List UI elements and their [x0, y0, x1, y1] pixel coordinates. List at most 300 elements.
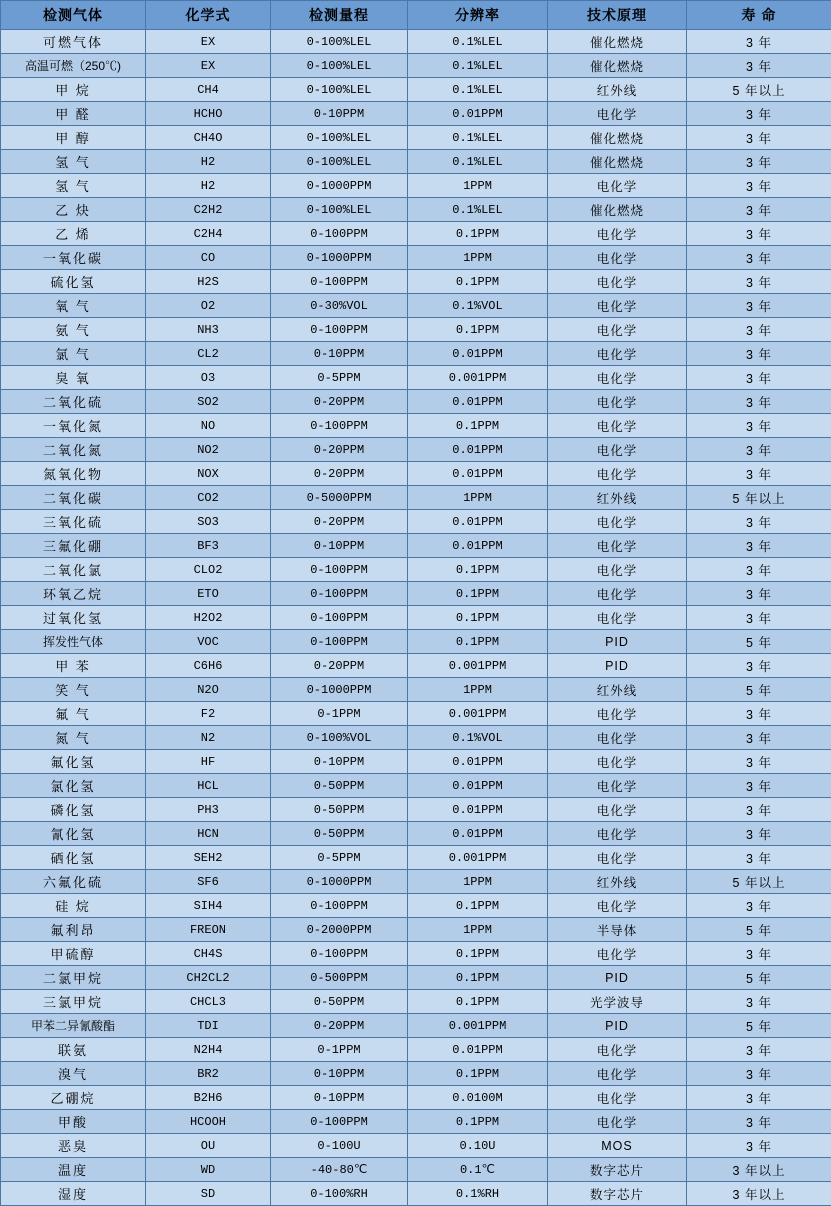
cell-formula: BR2: [146, 1062, 271, 1086]
table-row: [1, 726, 831, 750]
cell-life: 3 年: [687, 366, 831, 390]
table-row: [1, 102, 831, 126]
cell-life: 3 年: [687, 246, 831, 270]
cell-res: 0.01PPM: [408, 438, 548, 462]
column-header-formula: 化学式: [146, 1, 271, 30]
cell-res: 0.1PPM: [408, 630, 548, 654]
table-row: [1, 1158, 831, 1182]
cell-life: 3 年: [687, 54, 831, 78]
table-row: [1, 1038, 831, 1062]
table-row: [1, 486, 831, 510]
cell-life: 3 年: [687, 30, 831, 54]
cell-name: 温度: [1, 1158, 146, 1182]
cell-principle: 催化燃烧: [548, 54, 687, 78]
cell-range: 0-5PPM: [271, 366, 408, 390]
cell-principle: 催化燃烧: [548, 150, 687, 174]
table-header-row: [1, 1, 831, 30]
cell-range: 0-100%VOL: [271, 726, 408, 750]
cell-principle: 电化学: [548, 726, 687, 750]
table-row: [1, 894, 831, 918]
cell-principle: PID: [548, 654, 687, 678]
cell-life: 3 年: [687, 438, 831, 462]
cell-life: 5 年: [687, 966, 831, 990]
cell-name: 一氧化氮: [1, 414, 146, 438]
cell-formula: ETO: [146, 582, 271, 606]
cell-res: 0.0100M: [408, 1086, 548, 1110]
cell-life: 3 年: [687, 462, 831, 486]
cell-name: 氮氧化物: [1, 462, 146, 486]
cell-life: 3 年: [687, 1134, 831, 1158]
cell-range: 0-10PPM: [271, 102, 408, 126]
cell-formula: N2: [146, 726, 271, 750]
cell-range: -40-80℃: [271, 1158, 408, 1182]
cell-principle: 电化学: [548, 174, 687, 198]
table-row: [1, 1062, 831, 1086]
cell-formula: CH4O: [146, 126, 271, 150]
cell-life: 3 年: [687, 774, 831, 798]
cell-life: 5 年以上: [687, 486, 831, 510]
cell-formula: CO: [146, 246, 271, 270]
cell-name: 联氨: [1, 1038, 146, 1062]
cell-range: 0-100U: [271, 1134, 408, 1158]
table-row: [1, 294, 831, 318]
cell-principle: 电化学: [548, 342, 687, 366]
cell-life: 3 年: [687, 342, 831, 366]
cell-res: 1PPM: [408, 918, 548, 942]
cell-res: 0.1PPM: [408, 414, 548, 438]
cell-res: 0.01PPM: [408, 750, 548, 774]
cell-range: 0-100%LEL: [271, 198, 408, 222]
cell-life: 5 年以上: [687, 78, 831, 102]
cell-formula: N2O: [146, 678, 271, 702]
cell-name: 甲酸: [1, 1110, 146, 1134]
cell-res: 0.01PPM: [408, 342, 548, 366]
table-row: [1, 1086, 831, 1110]
cell-principle: PID: [548, 630, 687, 654]
cell-principle: 红外线: [548, 486, 687, 510]
table-row: [1, 54, 831, 78]
cell-name: 二氧化氮: [1, 438, 146, 462]
table-row: [1, 630, 831, 654]
cell-formula: H2: [146, 174, 271, 198]
cell-name: 氨 气: [1, 318, 146, 342]
cell-formula: SD: [146, 1182, 271, 1206]
cell-name: 甲硫醇: [1, 942, 146, 966]
table-row: [1, 390, 831, 414]
cell-principle: 电化学: [548, 750, 687, 774]
cell-range: 0-100%LEL: [271, 30, 408, 54]
cell-life: 5 年: [687, 918, 831, 942]
cell-res: 0.1PPM: [408, 606, 548, 630]
cell-life: 5 年以上: [687, 870, 831, 894]
cell-formula: N2H4: [146, 1038, 271, 1062]
cell-res: 0.1PPM: [408, 558, 548, 582]
cell-range: 0-1000PPM: [271, 870, 408, 894]
table-row: [1, 1182, 831, 1206]
table-row: [1, 366, 831, 390]
cell-name: 挥发性气体: [1, 630, 146, 654]
cell-name: 六氟化硫: [1, 870, 146, 894]
cell-res: 0.1%LEL: [408, 54, 548, 78]
cell-formula: FREON: [146, 918, 271, 942]
cell-principle: 电化学: [548, 774, 687, 798]
cell-formula: C2H2: [146, 198, 271, 222]
cell-range: 0-10PPM: [271, 1086, 408, 1110]
table-row: [1, 510, 831, 534]
table-row: [1, 918, 831, 942]
cell-principle: 催化燃烧: [548, 126, 687, 150]
cell-principle: 电化学: [548, 294, 687, 318]
cell-res: 0.1%LEL: [408, 30, 548, 54]
cell-res: 0.1PPM: [408, 318, 548, 342]
table-row: [1, 750, 831, 774]
cell-name: 三氧化硫: [1, 510, 146, 534]
table-row: [1, 198, 831, 222]
cell-formula: TDI: [146, 1014, 271, 1038]
cell-principle: 电化学: [548, 702, 687, 726]
cell-principle: 电化学: [548, 846, 687, 870]
cell-formula: CLO2: [146, 558, 271, 582]
cell-principle: 电化学: [548, 942, 687, 966]
cell-res: 0.1%LEL: [408, 150, 548, 174]
cell-range: 0-50PPM: [271, 822, 408, 846]
cell-formula: C6H6: [146, 654, 271, 678]
cell-res: 1PPM: [408, 246, 548, 270]
cell-res: 0.1%LEL: [408, 78, 548, 102]
cell-name: 甲 苯: [1, 654, 146, 678]
cell-life: 3 年: [687, 534, 831, 558]
table-row: [1, 774, 831, 798]
table-row: [1, 462, 831, 486]
cell-principle: PID: [548, 966, 687, 990]
cell-res: 1PPM: [408, 870, 548, 894]
table-row: [1, 678, 831, 702]
cell-life: 3 年: [687, 198, 831, 222]
cell-name: 臭 氧: [1, 366, 146, 390]
table-row: [1, 654, 831, 678]
cell-principle: MOS: [548, 1134, 687, 1158]
cell-range: 0-100PPM: [271, 894, 408, 918]
cell-life: 3 年: [687, 126, 831, 150]
cell-life: 3 年: [687, 102, 831, 126]
table-row: [1, 78, 831, 102]
cell-principle: 红外线: [548, 870, 687, 894]
cell-formula: H2O2: [146, 606, 271, 630]
cell-name: 乙 烯: [1, 222, 146, 246]
cell-life: 3 年: [687, 390, 831, 414]
cell-range: 0-100%LEL: [271, 78, 408, 102]
cell-formula: H2S: [146, 270, 271, 294]
table-row: [1, 126, 831, 150]
cell-name: 二氧化硫: [1, 390, 146, 414]
cell-name: 氟化氢: [1, 750, 146, 774]
cell-range: 0-100PPM: [271, 1110, 408, 1134]
cell-principle: 红外线: [548, 678, 687, 702]
cell-name: 乙 炔: [1, 198, 146, 222]
cell-life: 3 年: [687, 606, 831, 630]
cell-name: 二氧化氯: [1, 558, 146, 582]
cell-res: 0.1%VOL: [408, 294, 548, 318]
cell-res: 0.1PPM: [408, 894, 548, 918]
cell-range: 0-10PPM: [271, 534, 408, 558]
cell-formula: WD: [146, 1158, 271, 1182]
cell-name: 一氧化碳: [1, 246, 146, 270]
cell-formula: HCN: [146, 822, 271, 846]
cell-principle: 电化学: [548, 438, 687, 462]
table-body: [1, 30, 831, 1206]
cell-life: 3 年: [687, 750, 831, 774]
table-row: [1, 966, 831, 990]
cell-res: 0.001PPM: [408, 1014, 548, 1038]
cell-principle: 电化学: [548, 222, 687, 246]
cell-principle: 电化学: [548, 558, 687, 582]
cell-life: 3 年: [687, 654, 831, 678]
cell-range: 0-100PPM: [271, 630, 408, 654]
cell-res: 0.1PPM: [408, 990, 548, 1014]
cell-principle: 数字芯片: [548, 1182, 687, 1206]
cell-range: 0-100PPM: [271, 558, 408, 582]
column-header-life: 寿 命: [687, 1, 831, 30]
cell-range: 0-20PPM: [271, 510, 408, 534]
cell-range: 0-100%LEL: [271, 150, 408, 174]
cell-formula: OU: [146, 1134, 271, 1158]
cell-formula: NH3: [146, 318, 271, 342]
cell-res: 0.10U: [408, 1134, 548, 1158]
table-row: [1, 606, 831, 630]
cell-life: 3 年: [687, 990, 831, 1014]
cell-principle: 电化学: [548, 462, 687, 486]
table-row: [1, 150, 831, 174]
cell-life: 3 年: [687, 798, 831, 822]
cell-formula: CL2: [146, 342, 271, 366]
cell-life: 3 年: [687, 318, 831, 342]
cell-range: 0-30%VOL: [271, 294, 408, 318]
cell-formula: EX: [146, 54, 271, 78]
cell-life: 5 年: [687, 1014, 831, 1038]
cell-name: 高温可燃（250℃): [1, 54, 146, 78]
table-row: [1, 534, 831, 558]
cell-res: 0.1PPM: [408, 942, 548, 966]
cell-name: 氢 气: [1, 150, 146, 174]
cell-life: 3 年以上: [687, 1182, 831, 1206]
cell-range: 0-1PPM: [271, 1038, 408, 1062]
cell-res: 0.01PPM: [408, 798, 548, 822]
cell-res: 0.001PPM: [408, 702, 548, 726]
cell-formula: SO2: [146, 390, 271, 414]
cell-principle: 电化学: [548, 270, 687, 294]
column-header-principle: 技术原理: [548, 1, 687, 30]
cell-name: 可燃气体: [1, 30, 146, 54]
cell-name: 三氯甲烷: [1, 990, 146, 1014]
cell-principle: 电化学: [548, 366, 687, 390]
cell-res: 0.01PPM: [408, 510, 548, 534]
cell-range: 0-20PPM: [271, 438, 408, 462]
cell-name: 环氧乙烷: [1, 582, 146, 606]
cell-principle: 数字芯片: [548, 1158, 687, 1182]
cell-principle: 催化燃烧: [548, 30, 687, 54]
table-row: [1, 702, 831, 726]
cell-range: 0-20PPM: [271, 390, 408, 414]
cell-formula: O3: [146, 366, 271, 390]
cell-range: 0-20PPM: [271, 462, 408, 486]
cell-life: 3 年: [687, 582, 831, 606]
cell-formula: HCOOH: [146, 1110, 271, 1134]
cell-range: 0-1000PPM: [271, 174, 408, 198]
cell-range: 0-100PPM: [271, 606, 408, 630]
cell-name: 氢 气: [1, 174, 146, 198]
cell-principle: 电化学: [548, 246, 687, 270]
table-row: [1, 942, 831, 966]
cell-formula: EX: [146, 30, 271, 54]
cell-formula: CHCL3: [146, 990, 271, 1014]
cell-formula: NO: [146, 414, 271, 438]
cell-life: 3 年: [687, 174, 831, 198]
table-row: [1, 798, 831, 822]
cell-principle: 电化学: [548, 1038, 687, 1062]
cell-range: 0-2000PPM: [271, 918, 408, 942]
cell-life: 3 年: [687, 1062, 831, 1086]
cell-name: 硅 烷: [1, 894, 146, 918]
cell-res: 0.001PPM: [408, 366, 548, 390]
table-header: [1, 1, 831, 30]
cell-name: 氯 气: [1, 342, 146, 366]
cell-range: 0-1000PPM: [271, 678, 408, 702]
cell-formula: HCL: [146, 774, 271, 798]
cell-res: 0.01PPM: [408, 1038, 548, 1062]
cell-principle: 电化学: [548, 894, 687, 918]
cell-range: 0-100%RH: [271, 1182, 408, 1206]
table-row: [1, 1014, 831, 1038]
cell-name: 氟利昂: [1, 918, 146, 942]
cell-principle: 电化学: [548, 318, 687, 342]
cell-range: 0-100PPM: [271, 582, 408, 606]
table-row: [1, 30, 831, 54]
cell-life: 5 年: [687, 630, 831, 654]
cell-life: 3 年以上: [687, 1158, 831, 1182]
cell-res: 0.1%VOL: [408, 726, 548, 750]
cell-res: 0.1%LEL: [408, 126, 548, 150]
cell-life: 3 年: [687, 1086, 831, 1110]
cell-res: 0.1℃: [408, 1158, 548, 1182]
cell-range: 0-100PPM: [271, 318, 408, 342]
cell-res: 0.1%RH: [408, 1182, 548, 1206]
column-header-resolution: 分辨率: [408, 1, 548, 30]
table-row: [1, 558, 831, 582]
table-row: [1, 438, 831, 462]
cell-name: 氟 气: [1, 702, 146, 726]
cell-life: 3 年: [687, 1110, 831, 1134]
cell-life: 5 年: [687, 678, 831, 702]
cell-name: 氮 气: [1, 726, 146, 750]
cell-range: 0-50PPM: [271, 990, 408, 1014]
cell-range: 0-100PPM: [271, 414, 408, 438]
cell-formula: CH4S: [146, 942, 271, 966]
cell-life: 3 年: [687, 414, 831, 438]
cell-principle: 电化学: [548, 414, 687, 438]
cell-res: 0.001PPM: [408, 846, 548, 870]
cell-range: 0-50PPM: [271, 798, 408, 822]
cell-res: 1PPM: [408, 174, 548, 198]
cell-range: 0-1PPM: [271, 702, 408, 726]
cell-res: 0.1PPM: [408, 1110, 548, 1134]
cell-life: 3 年: [687, 1038, 831, 1062]
cell-principle: 电化学: [548, 822, 687, 846]
cell-formula: HF: [146, 750, 271, 774]
cell-range: 0-5PPM: [271, 846, 408, 870]
cell-formula: CH4: [146, 78, 271, 102]
table-row: [1, 846, 831, 870]
cell-name: 乙硼烷: [1, 1086, 146, 1110]
cell-life: 3 年: [687, 510, 831, 534]
cell-res: 1PPM: [408, 678, 548, 702]
table-row: [1, 822, 831, 846]
cell-life: 3 年: [687, 942, 831, 966]
cell-res: 0.1PPM: [408, 966, 548, 990]
cell-name: 笑 气: [1, 678, 146, 702]
cell-life: 3 年: [687, 894, 831, 918]
cell-principle: 半导体: [548, 918, 687, 942]
cell-principle: 电化学: [548, 102, 687, 126]
cell-formula: SO3: [146, 510, 271, 534]
cell-name: 二氯甲烷: [1, 966, 146, 990]
cell-principle: 电化学: [548, 1110, 687, 1134]
cell-name: 甲 醛: [1, 102, 146, 126]
cell-life: 3 年: [687, 726, 831, 750]
cell-name: 氰化氢: [1, 822, 146, 846]
cell-name: 三氟化硼: [1, 534, 146, 558]
cell-range: 0-100%LEL: [271, 54, 408, 78]
cell-res: 0.1PPM: [408, 582, 548, 606]
cell-formula: CO2: [146, 486, 271, 510]
cell-life: 3 年: [687, 222, 831, 246]
table-row: [1, 222, 831, 246]
cell-res: 0.1PPM: [408, 1062, 548, 1086]
table-row: [1, 582, 831, 606]
table-row: [1, 870, 831, 894]
cell-formula: SEH2: [146, 846, 271, 870]
cell-principle: PID: [548, 1014, 687, 1038]
cell-name: 过氧化氢: [1, 606, 146, 630]
cell-principle: 催化燃烧: [548, 198, 687, 222]
cell-range: 0-100%LEL: [271, 126, 408, 150]
cell-principle: 电化学: [548, 390, 687, 414]
cell-formula: NOX: [146, 462, 271, 486]
cell-name: 磷化氢: [1, 798, 146, 822]
cell-res: 0.01PPM: [408, 102, 548, 126]
cell-res: 0.01PPM: [408, 534, 548, 558]
cell-range: 0-20PPM: [271, 1014, 408, 1038]
cell-name: 恶臭: [1, 1134, 146, 1158]
cell-life: 3 年: [687, 270, 831, 294]
table-row: [1, 1110, 831, 1134]
cell-range: 0-1000PPM: [271, 246, 408, 270]
cell-principle: 红外线: [548, 78, 687, 102]
cell-name: 硒化氢: [1, 846, 146, 870]
cell-range: 0-50PPM: [271, 774, 408, 798]
column-header-range: 检测量程: [271, 1, 408, 30]
cell-life: 3 年: [687, 558, 831, 582]
cell-name: 硫化氢: [1, 270, 146, 294]
cell-name: 二氧化碳: [1, 486, 146, 510]
cell-name: 氧 气: [1, 294, 146, 318]
cell-principle: 光学波导: [548, 990, 687, 1014]
table-row: [1, 342, 831, 366]
cell-range: 0-10PPM: [271, 750, 408, 774]
cell-res: 0.1%LEL: [408, 198, 548, 222]
cell-res: 0.01PPM: [408, 390, 548, 414]
column-header-gas: 检测气体: [1, 1, 146, 30]
table-row: [1, 990, 831, 1014]
